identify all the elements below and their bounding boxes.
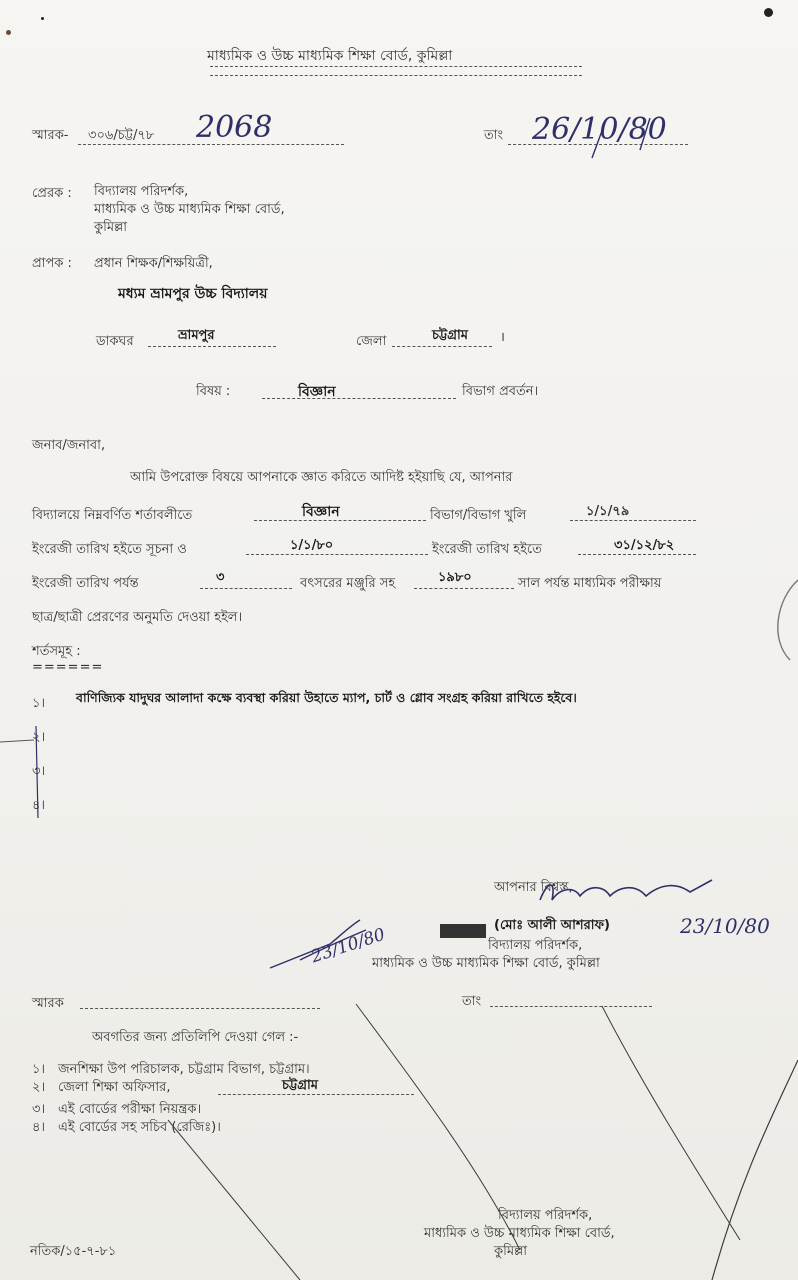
body-line3-fill: ১/১/৮০ [290,538,334,553]
diagonal-pen-line-4 [712,1060,798,1280]
district-label: জেলা [356,334,387,349]
sender-line2: মাধ্যমিক ও উচ্চ মাধ্যমিক শিক্ষা বোর্ড, [94,202,285,217]
body-line4-fill: ৩ [216,570,225,585]
sender-line1: বিদ্যালয় পরিদর্শক, [94,184,189,199]
header-title: মাধ্যমিক ও উচ্চ মাধ্যমিক শিক্ষা বোর্ড, কুমিল্লা [207,48,453,64]
signature-office: মাধ্যমিক ও উচ্চ মাধ্যমিক শিক্ষা বোর্ড, কুমিল্লা [372,956,600,971]
recipient-school-stamp: মধ্যম ভ্রামপুর উচ্চ বিদ্যালয় [118,286,268,302]
cc-2-number: ২। [32,1080,46,1095]
post-label: ডাকঘর [96,334,134,349]
body-line5: ছাত্র/ছাত্রী প্রেরণের অনুমতি দেওয়া হইল। [32,610,243,625]
memo-date-scribble [592,118,650,158]
sender-label: প্রেরক : [32,186,72,201]
conditions-underline: ====== [32,660,104,675]
body-line2-fill2: ১/১/৭৯ [586,504,630,519]
cc-3-text: এই বোর্ডের পরীক্ষা নিয়ন্ত্রক। [58,1102,202,1117]
signature-handwritten-date: 23/10/80 [680,914,770,938]
post-stamp: ভ্রামপুর [178,328,215,343]
body-line4-fill2: ১৯৮০ [438,570,472,585]
copy-date-label: তাং [462,994,482,1009]
footer-sig-office: মাধ্যমিক ও উচ্চ মাধ্যমিক শিক্ষা বোর্ড, [424,1226,615,1241]
left-initial-scribble [270,920,366,968]
cc-4-number: ৪। [32,1120,46,1135]
memo-date-label: তাং [484,128,504,143]
condition-1-number: ১। [32,696,46,711]
body-line2-a: বিদ্যালয়ে নিম্নবর্ণিত শর্তাবলীতে [32,508,193,523]
cc-2-text: জেলা শিক্ষা অফিসার, [58,1080,171,1095]
body-line4-b: বৎসরের মঞ্জুরি সহ [300,576,396,591]
body-line4-c: সাল পর্যন্ত মাধ্যমিক পরীক্ষায় [518,576,662,591]
body-line3-fill2: ৩১/১২/৮২ [614,538,675,553]
recipient-line1: প্রধান শিক্ষক/শিক্ষয়িত্রী, [94,256,213,271]
conditions-label: শর্তসমূহ : [32,644,81,659]
condition-3-number: ৩। [32,764,46,779]
signature-name: (মোঃ আলী আশরাফ) [494,918,610,933]
sender-line3: কুমিল্লা [94,220,128,235]
signature-designation: বিদ্যালয় পরিদর্শক, [488,938,583,953]
body-line2-b: বিভাগ/বিভাগ খুলি [430,508,527,523]
condition-4-number: ৪। [32,798,46,813]
cc-3-number: ৩। [32,1102,46,1117]
left-margin-mark [36,726,38,818]
recipient-label: প্রাপক : [32,256,72,271]
subject-label: বিষয় : [196,384,231,399]
cc-intro: অবগতির জন্য প্রতিলিপি দেওয়া গেল :- [92,1030,299,1045]
cc-4-text: এই বোর্ডের সহ সচিব (রেজিঃ)। [58,1120,221,1135]
left-initial-date: 23/10/80 [308,924,388,968]
memo-label: স্মারক- [32,128,69,143]
memo-printed-number: ৩০৬/চট্ট/৭৮ [88,128,155,143]
body-line1: আমি উপরোক্ত বিষয়ে আপনাকে জ্ঞাত করিতে আদিষ্ট হইয়াছি যে, আপনার [130,470,513,485]
body-line3-b: ইংরেজী তারিখ হইতে [432,542,542,557]
cc-2-fill: চট্টগ্রাম [282,1078,318,1093]
body-line4-a: ইংরেজী তারিখ পর্যন্ত [32,576,139,591]
footer-sig-city: কুমিল্লা [494,1244,528,1259]
diagonal-pen-line-1 [168,1120,300,1280]
cc-1-text: জনশিক্ষা উপ পরিচালক, চট্টগ্রাম বিভাগ, চট্টগ্রাম। [58,1062,310,1077]
footer-form-code: নতিক/১৫-৭-৮১ [30,1244,117,1259]
memo-handwritten-date: 26/10/80 [532,112,667,147]
memo-handwritten-number: 2068 [196,110,273,145]
left-margin-tick [0,740,34,742]
signature-scribble [540,880,712,900]
condition-1-text: বাণিজ্যিক যাদুঘর আলাদা কক্ষে ব্যবস্থা করিয়া উহাতে ম্যাপ, চার্ট ও গ্লোব সংগ্রহ করিয়া রাখিতে হইবে। [76,690,577,705]
district-stamp: চট্টগ্রাম [432,328,468,343]
district-end-mark: । [500,330,505,345]
salutation: জনাব/জনাবা, [32,438,106,453]
body-line3-a: ইংরেজী তারিখ হইতে সূচনা ও [32,542,187,557]
diagonal-pen-line-3 [602,1006,740,1240]
body-line2-fill: বিজ্ঞান [302,504,340,520]
copy-memo-label: স্মারক [32,996,64,1011]
condition-2-number: ২। [32,730,46,745]
cc-1-number: ১। [32,1062,46,1077]
subject-stamp: বিজ্ঞান [298,384,336,400]
right-edge-curl [778,580,798,660]
signature-closing: আপনার বিশ্বস্ত, [494,880,573,895]
subject-suffix: বিভাগ প্রবর্তন। [462,384,539,399]
diagonal-pen-line-2 [356,1004,520,1250]
footer-sig-designation: বিদ্যালয় পরিদর্শক, [498,1208,593,1223]
